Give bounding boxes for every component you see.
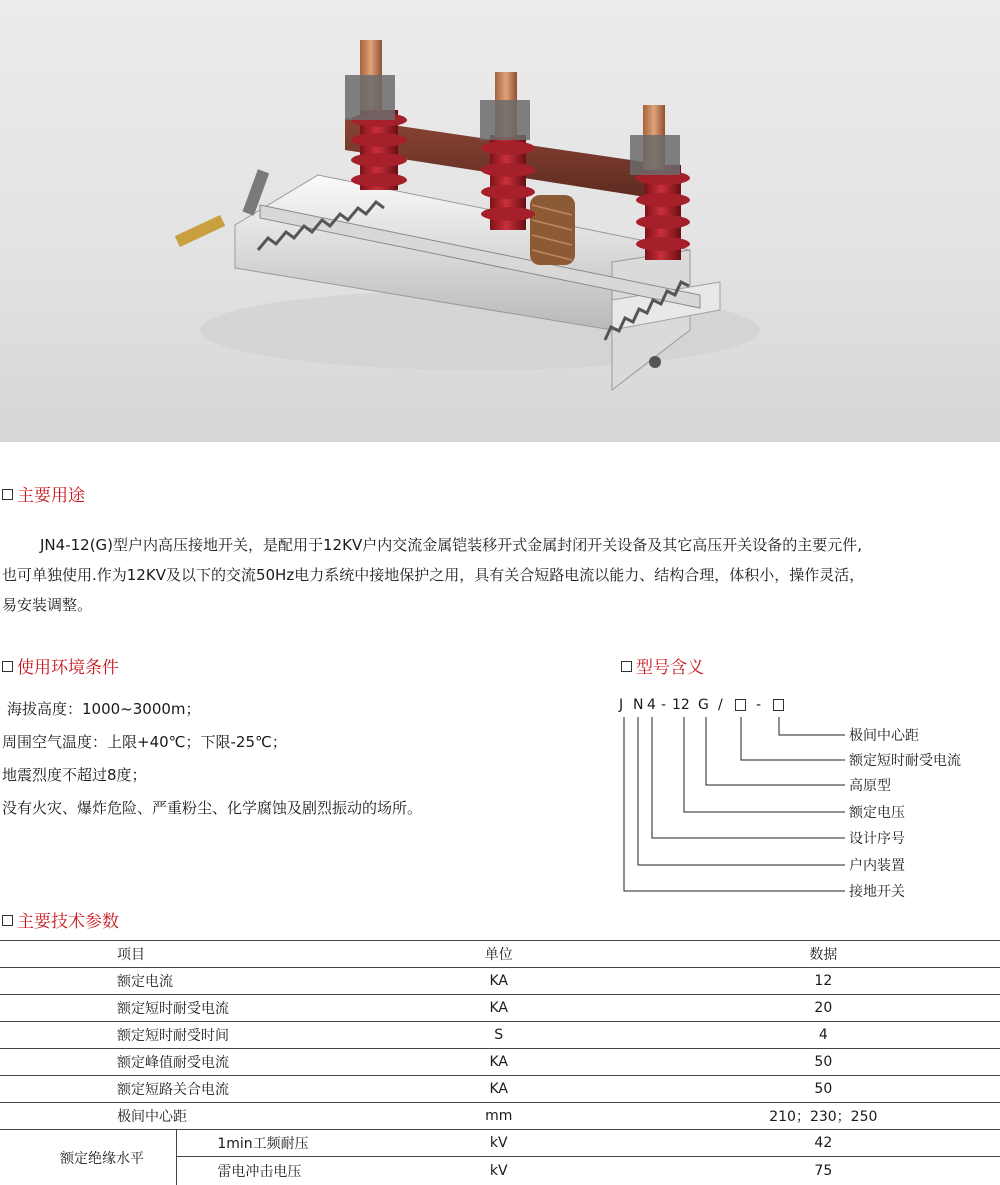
model-label: 额定电压 xyxy=(849,805,905,821)
table-row xyxy=(0,1049,1000,1076)
usage-line: 也可单独使用.作为12KV及以下的交流50Hz电力系统中接地保护之用，具有关合短路电流以能力、结构合理，体积小，操作灵活， xyxy=(2,566,865,584)
table-cell-value: 50 xyxy=(647,1076,1000,1103)
table-cell-value: 210；230；250 xyxy=(647,1103,1000,1130)
checkbox-square-icon xyxy=(621,661,632,672)
table-row xyxy=(0,1022,1000,1049)
table-cell-group: 额定绝缘水平 xyxy=(0,1130,177,1185)
model-placeholder-box xyxy=(773,699,784,711)
table-cell-value: 75 xyxy=(647,1157,1000,1185)
checkbox-square-icon xyxy=(2,915,13,926)
model-code-char: J xyxy=(619,697,624,713)
model-label: 户内装置 xyxy=(849,858,905,874)
table-cell-unit: mm xyxy=(351,1103,647,1130)
table-cell-value: 50 xyxy=(647,1049,1000,1076)
section-usage-heading xyxy=(2,486,85,506)
params-table xyxy=(0,940,1000,1185)
usage-paragraph xyxy=(2,530,992,620)
section-model-title: 型号含义 xyxy=(636,658,704,678)
model-leader-lines xyxy=(600,690,1000,910)
table-cell-unit: KA xyxy=(351,968,647,995)
product-photo xyxy=(0,0,1000,442)
table-cell-unit: kV xyxy=(351,1157,647,1185)
table-cell-item: 额定短时耐受电流 xyxy=(0,995,351,1022)
model-code-char: G xyxy=(698,697,709,713)
earthing-switch-illustration xyxy=(0,0,1000,442)
model-code-char: - xyxy=(756,697,762,713)
section-environment-title: 使用环境条件 xyxy=(17,658,119,678)
model-label: 极间中心距 xyxy=(849,728,919,744)
table-cell-item: 额定短时耐受时间 xyxy=(0,1022,351,1049)
model-code-char: 12 xyxy=(672,697,690,713)
environment-item: 地震烈度不超过8度； xyxy=(2,766,147,784)
table-cell-item: 额定短路关合电流 xyxy=(0,1076,351,1103)
table-cell-value: 20 xyxy=(647,995,1000,1022)
table-cell-unit: KA xyxy=(351,1049,647,1076)
model-placeholder-box xyxy=(735,699,746,711)
environment-item: 没有火灾、爆炸危险、严重粉尘、化学腐蚀及剧烈振动的场所。 xyxy=(2,799,423,817)
table-header-row xyxy=(0,941,1000,968)
table-row xyxy=(0,1103,1000,1130)
table-cell-value: 42 xyxy=(647,1130,1000,1157)
section-usage-title: 主要用途 xyxy=(17,486,85,506)
usage-line: JN4-12(G)型户内高压接地开关，是配用于12KV户内交流金属铠装移开式金属封闭开关设备及其它高压开关设备的主要元件, xyxy=(40,536,862,554)
table-cell-unit: kV xyxy=(351,1130,647,1157)
section-params-title: 主要技术参数 xyxy=(17,912,119,932)
table-cell-unit: KA xyxy=(351,995,647,1022)
table-cell-subitem: 雷电冲击电压 xyxy=(177,1157,351,1185)
model-label: 高原型 xyxy=(849,778,891,794)
table-row xyxy=(0,1130,1000,1157)
table-header-cell: 数据 xyxy=(647,941,1000,968)
model-code-char: 4 xyxy=(647,697,656,713)
section-params-heading xyxy=(2,912,119,932)
model-label: 设计序号 xyxy=(849,831,905,847)
environment-list xyxy=(2,697,422,829)
table-row xyxy=(0,995,1000,1022)
table-row xyxy=(0,968,1000,995)
table-cell-unit: KA xyxy=(351,1076,647,1103)
model-code-char: N xyxy=(633,697,644,713)
usage-line: 易安装调整。 xyxy=(2,596,93,614)
table-cell-item: 极间中心距 xyxy=(0,1103,351,1130)
table-header-cell: 项目 xyxy=(0,941,351,968)
section-environment-heading xyxy=(2,658,119,678)
table-cell-value: 4 xyxy=(647,1022,1000,1049)
section-model-heading xyxy=(621,658,704,678)
table-cell-unit: S xyxy=(351,1022,647,1049)
environment-item: 海拔高度：1000~3000m； xyxy=(7,700,201,718)
environment-item: 周围空气温度：上限+40℃；下限-25℃； xyxy=(2,733,287,751)
checkbox-square-icon xyxy=(2,489,13,500)
table-header-cell: 单位 xyxy=(351,941,647,968)
model-label: 接地开关 xyxy=(849,884,905,900)
model-label: 额定短时耐受电流 xyxy=(849,753,961,769)
table-cell-item: 额定峰值耐受电流 xyxy=(0,1049,351,1076)
model-code-char: - xyxy=(661,697,667,713)
table-cell-value: 12 xyxy=(647,968,1000,995)
table-cell-item: 额定电流 xyxy=(0,968,351,995)
table-row xyxy=(0,1076,1000,1103)
model-code-diagram xyxy=(600,690,1000,910)
checkbox-square-icon xyxy=(2,661,13,672)
model-code-char: / xyxy=(718,697,723,713)
table-cell-subitem: 1min工频耐压 xyxy=(177,1130,351,1157)
